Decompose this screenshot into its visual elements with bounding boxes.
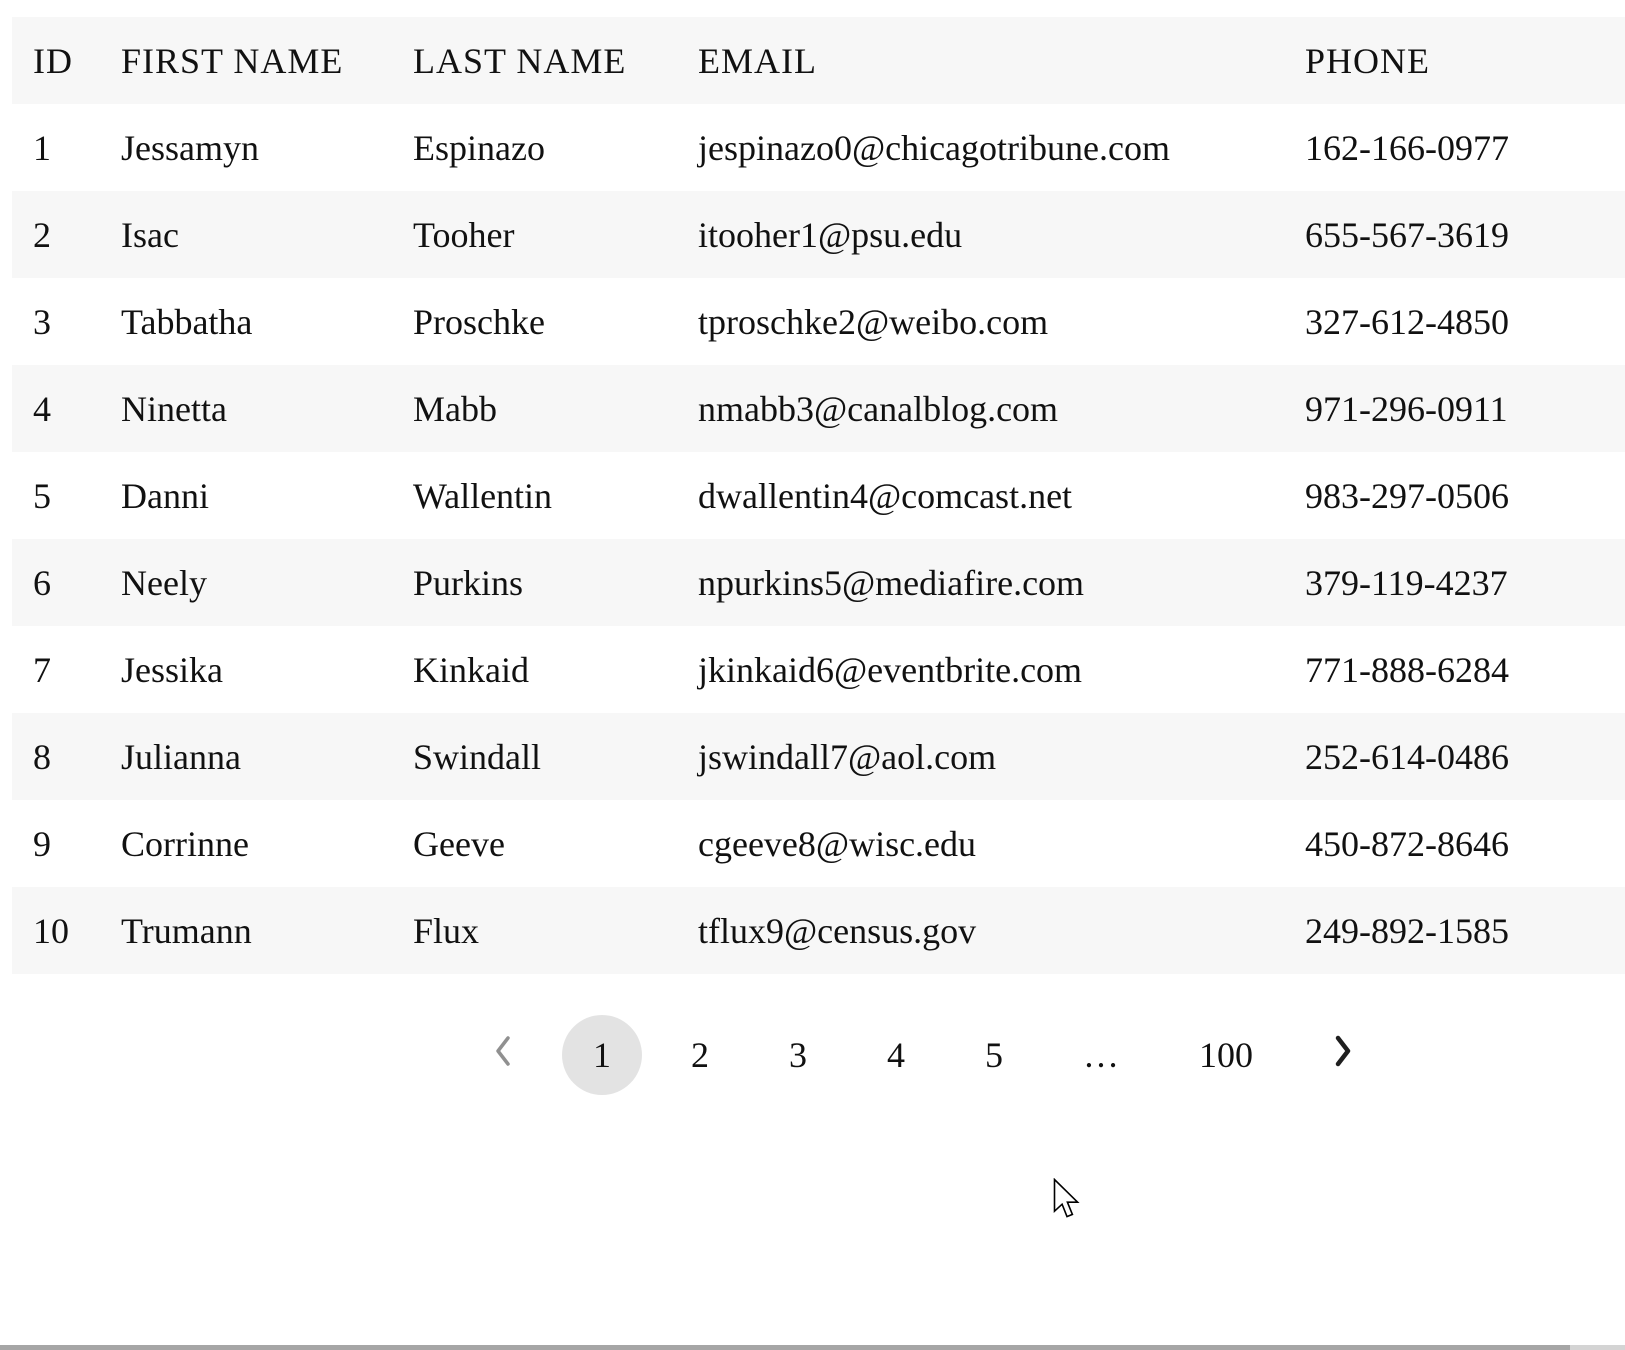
table-row <box>12 278 1625 365</box>
pagination-page-3[interactable]: 3 <box>789 1035 807 1075</box>
cell-last-name: Kinkaid <box>413 649 529 690</box>
cell-last-name: Swindall <box>413 736 542 777</box>
cell-phone: 655-567-3619 <box>1305 214 1509 255</box>
cell-first-name: Danni <box>121 475 209 516</box>
pagination-page-5[interactable]: 5 <box>985 1035 1003 1075</box>
cell-email: jkinkaid6@eventbrite.com <box>698 649 1083 690</box>
cell-first-name: Jessika <box>121 649 223 690</box>
cell-id: 7 <box>33 649 51 690</box>
cell-email: dwallentin4@comcast.net <box>698 475 1073 516</box>
cell-email: npurkins5@mediafire.com <box>698 562 1085 603</box>
cell-phone: 252-614-0486 <box>1305 736 1509 777</box>
table-row <box>12 191 1625 278</box>
column-header-email: EMAIL <box>698 40 817 81</box>
cell-id: 2 <box>33 214 51 255</box>
cell-phone: 327-612-4850 <box>1305 301 1509 342</box>
cell-phone: 162-166-0977 <box>1305 127 1509 168</box>
cell-first-name: Tabbatha <box>121 301 253 342</box>
cell-phone: 249-892-1585 <box>1305 910 1509 951</box>
cell-last-name: Proschke <box>413 301 545 342</box>
table-header <box>12 17 1625 104</box>
horizontal-scrollbar-track[interactable] <box>0 1345 1625 1350</box>
mouse-cursor-icon <box>1053 1178 1082 1227</box>
cell-id: 1 <box>33 127 51 168</box>
cell-email: cgeeve8@wisc.edu <box>698 823 977 864</box>
pagination-page-4[interactable]: 4 <box>887 1035 905 1075</box>
cell-first-name: Trumann <box>121 910 252 951</box>
column-header-phone: PHONE <box>1305 40 1431 81</box>
cell-email: jswindall7@aol.com <box>698 736 997 777</box>
column-header-last: LAST NAME <box>413 40 627 81</box>
pagination-page-2[interactable]: 2 <box>691 1035 709 1075</box>
pagination <box>493 1015 1353 1095</box>
cell-phone: 379-119-4237 <box>1305 562 1508 603</box>
table-row <box>12 626 1625 713</box>
cell-phone: 771-888-6284 <box>1305 649 1509 690</box>
cell-email: tproschke2@weibo.com <box>698 301 1049 342</box>
pagination-page-100[interactable]: 100 <box>1199 1035 1253 1075</box>
chevron-left-icon <box>493 1034 513 1077</box>
cell-last-name: Mabb <box>413 388 497 429</box>
cell-last-name: Purkins <box>413 562 524 603</box>
cell-last-name: Tooher <box>413 214 515 255</box>
horizontal-scrollbar-thumb[interactable] <box>0 1345 1570 1350</box>
cell-last-name: Wallentin <box>413 475 553 516</box>
cell-first-name: Julianna <box>121 736 241 777</box>
cell-last-name: Flux <box>413 910 480 951</box>
cell-last-name: Espinazo <box>413 127 545 168</box>
table-row <box>12 452 1625 539</box>
cell-phone: 450-872-8646 <box>1305 823 1509 864</box>
cell-first-name: Ninetta <box>121 388 227 429</box>
cell-phone: 971-296-0911 <box>1305 388 1508 429</box>
table-row <box>12 887 1625 974</box>
cell-email: jespinazo0@chicagotribune.com <box>698 127 1170 168</box>
cell-id: 6 <box>33 562 51 603</box>
cell-id: 4 <box>33 388 51 429</box>
header-row <box>12 17 1625 104</box>
next-page-button[interactable] <box>1333 1035 1353 1075</box>
table-row <box>12 104 1625 191</box>
cell-email: nmabb3@canalblog.com <box>698 388 1059 429</box>
cell-email: itooher1@psu.edu <box>698 214 963 255</box>
column-header-first: FIRST NAME <box>121 40 344 81</box>
table-row <box>12 365 1625 452</box>
column-header-id: ID <box>33 40 73 81</box>
cell-phone: 983-297-0506 <box>1305 475 1509 516</box>
table-row <box>12 539 1625 626</box>
cell-email: tflux9@census.gov <box>698 910 977 951</box>
previous-page-button[interactable] <box>493 1035 513 1075</box>
table-row <box>12 713 1625 800</box>
table-row <box>12 800 1625 887</box>
pagination-page-1[interactable]: 1 <box>593 1035 611 1075</box>
data-table <box>12 17 1625 974</box>
cell-first-name: Isac <box>121 214 179 255</box>
cell-first-name: Neely <box>121 562 207 603</box>
cell-id: 9 <box>33 823 51 864</box>
cell-id: 5 <box>33 475 51 516</box>
cell-last-name: Geeve <box>413 823 505 864</box>
cell-id: 3 <box>33 301 51 342</box>
chevron-right-icon <box>1333 1034 1353 1077</box>
cell-first-name: Corrinne <box>121 823 249 864</box>
cell-id: 10 <box>33 910 69 951</box>
cell-first-name: Jessamyn <box>121 127 259 168</box>
pagination-ellipsis: … <box>1083 1035 1119 1075</box>
cell-id: 8 <box>33 736 51 777</box>
table-body <box>12 104 1625 974</box>
